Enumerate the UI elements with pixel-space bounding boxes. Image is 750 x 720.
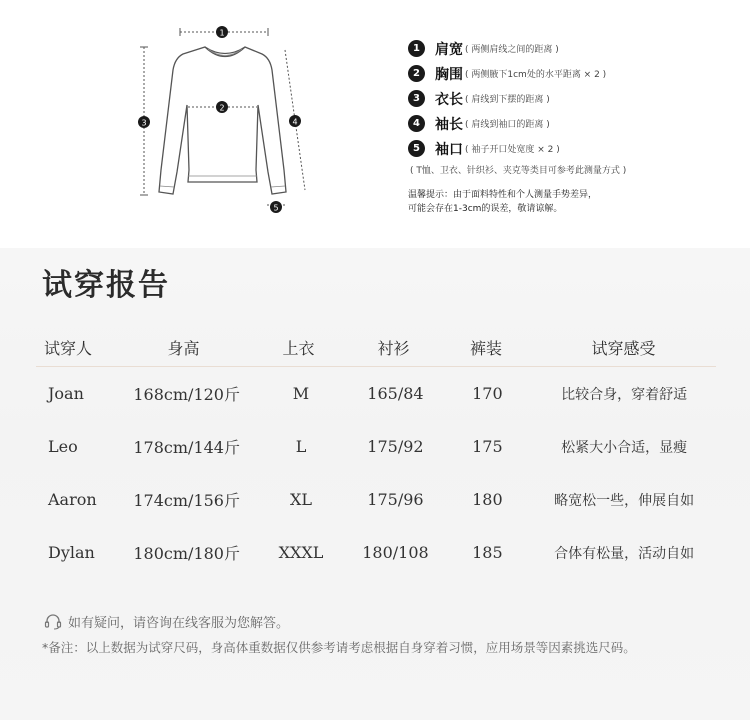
legend-item-shoulder <box>408 36 738 61</box>
table-cell: 185 <box>472 543 503 562</box>
table-cell: 165/84 <box>367 384 424 403</box>
svg-text:3: 3 <box>141 118 147 128</box>
marker-3 <box>138 116 150 128</box>
header-cell: 试穿人 <box>44 338 93 358</box>
table-cell: M <box>292 384 310 403</box>
svg-text:5: 5 <box>273 203 279 213</box>
table-cell: 175 <box>472 437 503 456</box>
table-cell: 略宽松一些，伸展自如 <box>554 492 695 509</box>
legend-item-length <box>408 86 738 111</box>
svg-text:4: 4 <box>292 117 298 127</box>
table-row <box>36 420 716 473</box>
svg-text:2: 2 <box>219 103 225 113</box>
legend-item-cuff <box>408 136 738 161</box>
table-cell: L <box>295 437 307 456</box>
legend-name: 袖长 <box>435 116 463 133</box>
table-cell: 合体有松量，活动自如 <box>554 545 695 562</box>
table-cell: XXXL <box>278 543 324 562</box>
measurement-legend <box>408 36 738 216</box>
table-cell: 178cm/144斤 <box>133 438 240 457</box>
marker-4 <box>289 115 301 127</box>
marker-2 <box>216 101 228 113</box>
tip-line: 可能会存在1-3cm的误差，敬请谅解。 <box>408 204 563 214</box>
table-cell: 松紧大小合适，显瘦 <box>561 439 688 456</box>
legend-name: 胸围 <box>435 66 463 83</box>
table-cell: XL <box>289 490 312 509</box>
header-cell: 身高 <box>167 338 200 358</box>
faq-text: 如有疑问，请咨询在线客服为您解答。 <box>68 616 290 631</box>
legend-name: 袖口 <box>435 141 463 158</box>
table-cell: Leo <box>48 437 78 456</box>
fitting-report-section <box>0 248 750 720</box>
sweater-outline-icon <box>130 20 320 220</box>
header-cell: 上衣 <box>282 338 315 358</box>
legend-desc: ( 两侧腋下1cm处的水平距离 × 2 ) <box>465 70 607 80</box>
table-cell: 175/92 <box>367 437 424 456</box>
legend-desc: ( 袖子开口处宽度 × 2 ) <box>465 145 560 155</box>
table-row <box>36 367 716 420</box>
report-title: 试穿报告 <box>42 268 170 303</box>
table-cell: 比较合身，穿着舒适 <box>561 386 688 403</box>
header-cell: 裤装 <box>469 338 502 358</box>
table-cell: Dylan <box>48 543 95 562</box>
legend-item-chest <box>408 61 738 86</box>
number-badge: 4 <box>408 115 425 132</box>
table-cell: 175/96 <box>367 490 424 509</box>
legend-desc: ( 肩线到袖口的距离 ) <box>465 120 550 130</box>
marker-1 <box>216 26 228 38</box>
measure-note: ( T恤、卫衣、针织衫、夹克等类目可参考此测量方式 ) <box>410 166 627 176</box>
legend-desc: ( 两侧肩线之间的距离 ) <box>465 45 559 55</box>
size-guide-section <box>0 0 750 248</box>
table-cell: Joan <box>48 384 84 403</box>
header-cell: 试穿感受 <box>591 338 656 358</box>
number-badge: 3 <box>408 90 425 107</box>
table-header <box>36 328 716 366</box>
legend-name: 肩宽 <box>435 41 463 58</box>
faq-line <box>44 612 289 631</box>
legend-name: 衣长 <box>435 91 463 108</box>
measurement-tip <box>408 188 738 216</box>
legend-item-sleeve <box>408 111 738 136</box>
header-cell: 衬衫 <box>377 338 410 358</box>
fitting-table <box>36 328 716 579</box>
number-badge: 1 <box>408 40 425 57</box>
number-badge: 2 <box>408 65 425 82</box>
number-badge: 5 <box>408 140 425 157</box>
legend-desc: ( 肩线到下摆的距离 ) <box>465 95 550 105</box>
table-cell: 174cm/156斤 <box>133 491 240 510</box>
table-cell: 168cm/120斤 <box>133 385 240 404</box>
table-cell: 180 <box>472 490 503 509</box>
footnote: *备注：以上数据为试穿尺码，身高体重数据仅供参考请考虑根据自身穿着习惯，应用场景等因素挑选尺码。 <box>42 640 636 655</box>
table-cell: 180/108 <box>362 543 429 562</box>
table-cell: Aaron <box>48 490 97 509</box>
svg-text:1: 1 <box>219 28 225 38</box>
table-row <box>36 526 716 579</box>
sweater-diagram <box>130 20 320 220</box>
headset-icon <box>44 614 62 630</box>
table-cell: 180cm/180斤 <box>133 544 240 563</box>
tip-line: 温馨提示：由于面料特性和个人测量手势差异， <box>408 190 598 200</box>
marker-5 <box>270 201 282 213</box>
table-row <box>36 473 716 526</box>
table-cell: 170 <box>472 384 503 403</box>
